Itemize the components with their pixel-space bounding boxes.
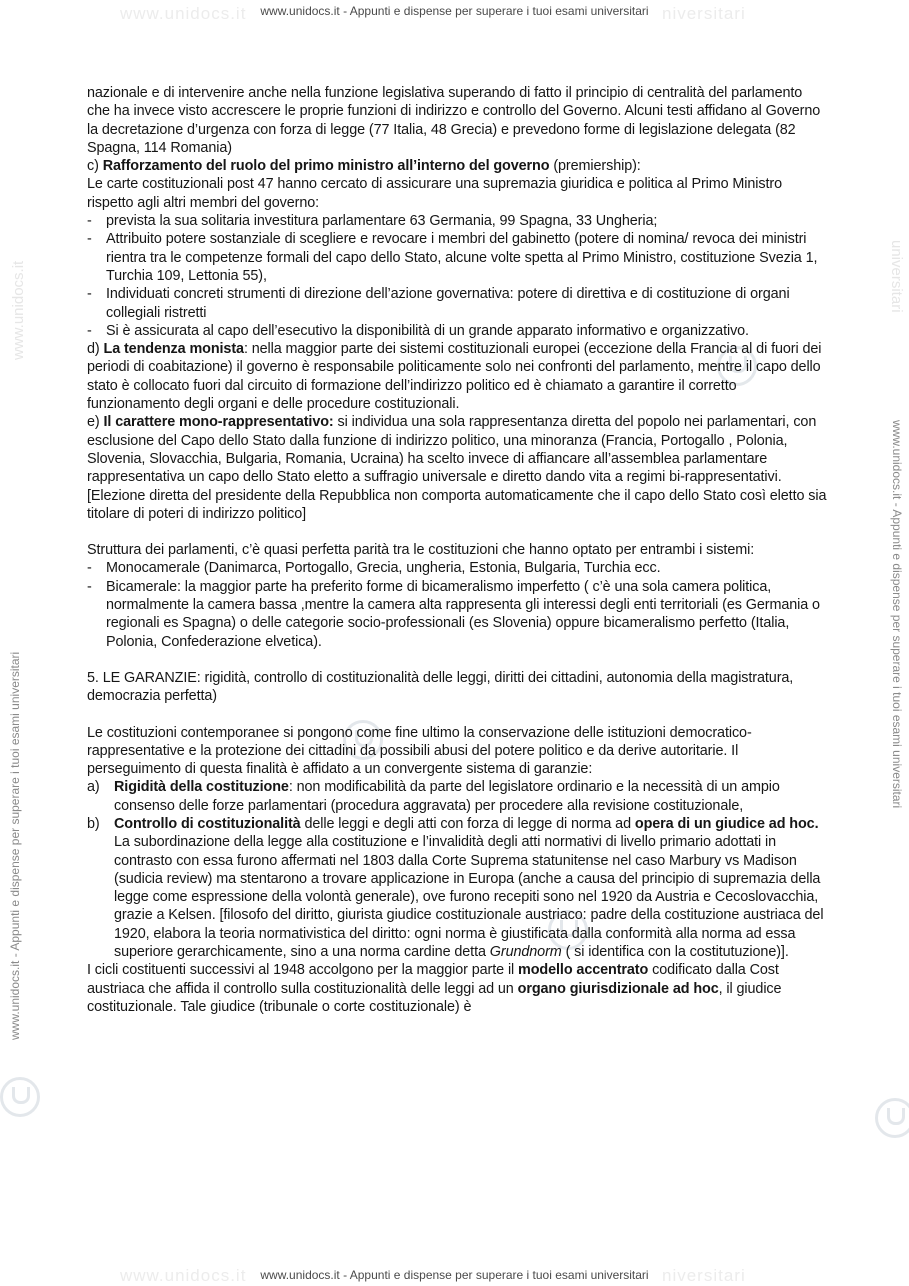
list-item: - Bicamerale: la maggior parte ha preferito forme di bicameralismo imperfetto ( c’è una sola camera politica, normalmente la camera bassa ,mentre la camera alta rappresenta gli interessi degli enti territoriali (es Germania o regionali es Spagna) o delle categorie socio-professionali (es Slovenia) oppure bicameralismo perfetto (Italia, Polonia, Confederazione elvetica). [87,578,820,650]
document-body [87,84,827,1016]
list-item: - prevista la sua solitaria investitura parlamentare 63 Germania, 99 Spagna, 33 Ungheria; [87,213,658,230]
section-e-paragraph: e) Il carattere mono-rappresentativo: si individua una sola rappresentanza diretta del popolo nei parlamentari, con esclusione del Capo dello Stato dalla funzione di indirizzo politico, una minoranza (Francia, Portogallo , Polonia, Slovenia, Slovacchia, Bulgaria, Romania, Ucraina) ha scelto invece di affiancare all’assemblea parlamentare rappresentativa un capo dello Stato eletto a suffragio universale e diretto dando vita a regimi bi-rappresentativi.[Elezione diretta del presidente della Repubblica non comporta automaticamente che il capo dello Stato così eletto sia titolare di poteri di indirizzo politico] [87,414,827,522]
page-header: www.unidocs.it - Appunti e dispense per superare i tuoi esami universitari [260,4,649,18]
watermark-logo-icon [875,1098,909,1138]
footer-ghost-right: niversitari [662,1266,746,1285]
header-ghost-left: www.unidocs.it [120,4,247,23]
section-c-heading: c) Rafforzamento del ruolo del primo ministro all’interno del governo (premiership): [87,158,641,175]
section-c-text: Le carte costituzionali post 47 hanno cercato di assicurare una supremazia giuridica e politica al Primo Ministro rispetto agli altri membri del governo: [87,176,782,211]
header-ghost-right: niversitari [662,4,746,23]
section-d-paragraph: d) La tendenza monista: nella maggior parte dei sistemi costituzionali europei (eccezione della Francia al di fuori dei periodi di coabitazione) il governo è responsabile politicamente solo nei confronti del parlamento, mentre il capo dello stato è collocato fuori dal circuito di formazione dell’indirizzo politico ed è chiamato a garantire il corretto funzionamento degli organi e delle procedure costituzionali. [87,341,822,413]
struttura-paragraph: Struttura dei parlamenti, c’è quasi perfetta parità tra le costituzioni che hanno optato per entrambi i sistemi: [87,542,755,559]
side-ghost-left: www.unidocs.it [10,260,27,360]
side-watermark-left: www.unidocs.it - Appunti e dispense per superare i tuoi esami universitari [8,651,22,1040]
footer-ghost-left: www.unidocs.it [120,1266,247,1285]
list-item: - Attribuito potere sostanziale di scegliere e revocare i membri del gabinetto (potere di nomina/ revoca dei ministri rientra tra le competenze formali del capo dello Stato, alcune volte spetta al Primo Ministro, costituzione Svezia 1, Turchia 109, Lettonia 55), [87,231,818,284]
watermark-logo-icon [0,1077,40,1117]
list-item-b: b) Controllo di costituzionalità delle leggi e degli atti con forza di legge di norma ad opera di un giudice ad hoc. La subordinazione della legge alla costituzione e l’invalidità degli atti normativi di livello primario adottati in contrasto con essa furono affermati nel 1803 dalla Corte Suprema statunitense nel caso Marbury vs Madison (sudicia review) ma stentarono a trovare applicazione in Europa (anche a causa del principio di supremazia della legge come espressione della volontà generale), ove furono recepiti sono nel 1920 da Austria e Cecoslovacchia, grazie a Kelsen. [filosofo del diritto, giurista giudice costituzionale austriaco: padre della costituzione austriaca del 1920, elabora la teoria normativistica del diritto: ogni norma è giustificata dalla conformità alla norma ad essa superiore gerarchicamente, sino a una norma cardine detta Grundnorm ( si identifica con la costitutuzione)]. [87,815,824,961]
list-item: - Si è assicurata al capo dell’esecutivo la disponibilità di un grande apparato informativo e organizzativo. [87,322,749,339]
page-footer: www.unidocs.it - Appunti e dispense per superare i tuoi esami universitari [260,1268,649,1282]
side-watermark-right: www.unidocs.it - Appunti e dispense per superare i tuoi esami universitari [890,420,904,809]
side-ghost-right: universitari [888,240,905,313]
cicli-paragraph: I cicli costituenti successivi al 1948 accolgono per la maggior parte il modello accentrato codificato dalla Cost austriaca che affida il controllo sulla costituzionalità delle leggi ad un organo giurisdizionale ad hoc, il giudice costituzionale. Tale giudice (tribunale o corte costituzionale) è [87,962,782,1015]
garanzie-heading: 5. LE GARANZIE: rigidità, controllo di costituzionalità delle leggi, diritti dei cittadini, autonomia della magistratura, democrazia perfetta) [87,669,794,705]
garanzie-paragraph: Le costituzioni contemporanee si pongono come fine ultimo la conservazione delle istituzioni democratico-rappresentative e la protezione dei cittadini da possibili abusi del potere politico e da derive autoritarie. Il perseguimento di questa finalità è affidato a un convergente sistema di garanzie: [87,724,752,778]
list-item: - Monocamerale (Danimarca, Portogallo, Grecia, ungheria, Estonia, Bulgaria, Turchia ecc. [87,560,661,577]
intro-paragraph: nazionale e di intervenire anche nella funzione legislativa superando di fatto il principio di centralità del parlamento che ha invece visto accrescere le proprie funzioni di indirizzo e controllo del Governo. Alcuni testi affidano al Governo la decretazione d’urgenza con forza di legge (77 Italia, 48 Grecia) e prevedono forme di legislazione delegata (82 Spagna, 114 Romania) [87,85,821,156]
list-item: - Individuati concreti strumenti di direzione dell’azione governativa: potere di direttiva e di costituzione di organi collegiali ristretti [87,286,790,321]
list-item-a: a) Rigidità della costituzione: non modificabilità da parte del legislatore ordinario e la necessità di un ampio consenso delle forze parlamentari (procedura aggravata) per procedere alla revisione costituzionale, [87,779,780,814]
